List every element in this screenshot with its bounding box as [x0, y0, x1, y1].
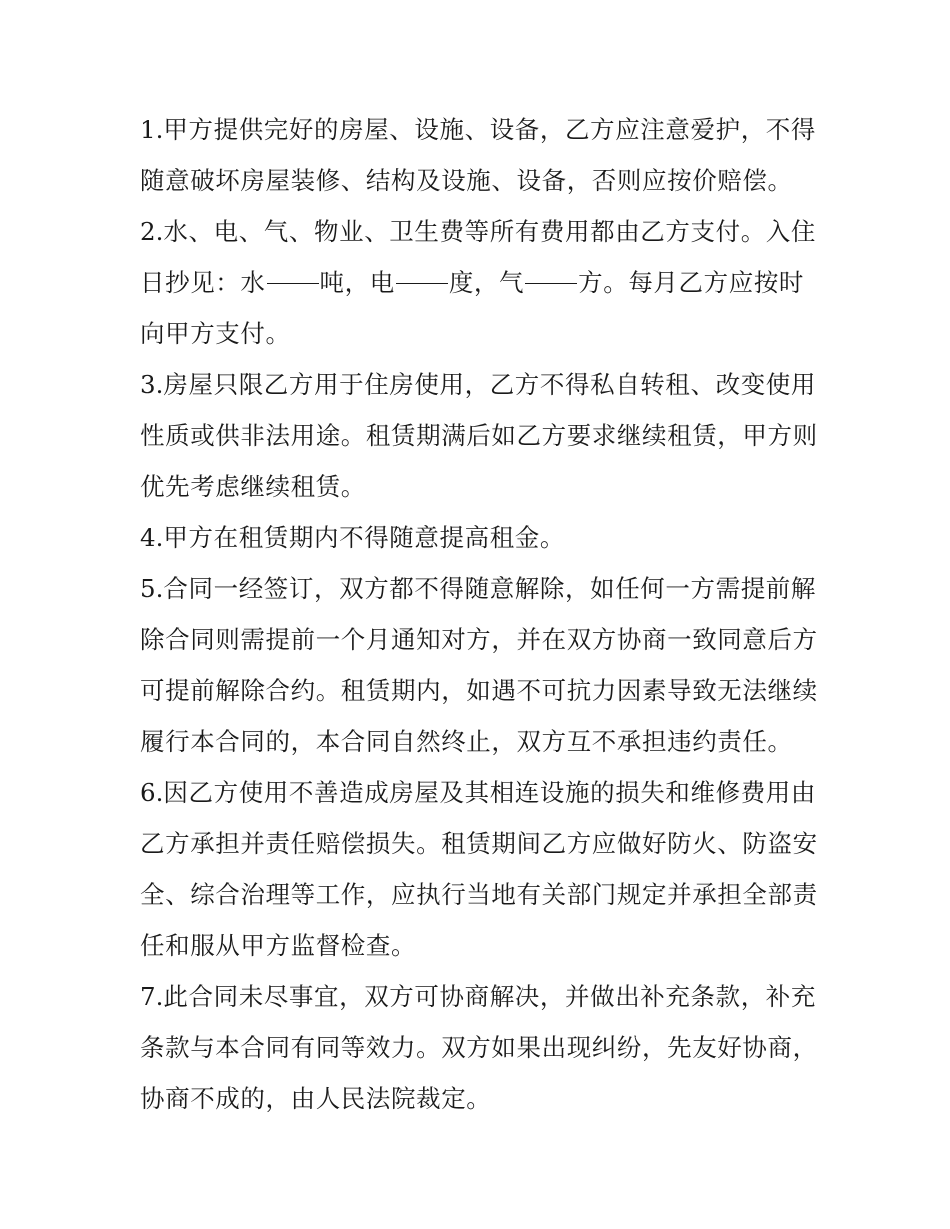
clause-5-text-1: 合同一经签订，双方都不得随意解除，如任何一方需提前解: [163, 574, 816, 603]
clause-5-text-3: 可提前解除合约。租赁期内，如遇不可抗力因素导致无法继续: [140, 676, 818, 705]
clause-1-line-1: [140, 104, 820, 155]
water-unit: 吨，电: [319, 268, 395, 297]
electric-reading-blank[interactable]: [396, 282, 448, 284]
clause-1-number: 1.: [140, 115, 164, 144]
clause-3-text-1: 房屋只限乙方用于住房使用，乙方不得私自转租、改变使用: [163, 370, 816, 399]
clause-1-text-2: 随意破坏房屋装修、结构及设施、设备，否则应按价赔偿。: [140, 166, 793, 195]
clause-5-number: 5.: [140, 574, 164, 603]
clause-7-line-3: [140, 1073, 820, 1124]
clause-5-line-3: [140, 665, 820, 716]
clause-3-line-1: [140, 359, 820, 410]
clause-7-text-3: 协商不成的，由人民法院裁定。: [140, 1084, 492, 1113]
clause-2-line-1: [140, 206, 820, 257]
clause-2-text-3: 向甲方支付。: [140, 319, 291, 348]
clause-3-text-2: 性质或供非法用途。租赁期满后如乙方要求继续租赁，甲方则: [140, 421, 818, 450]
gas-reading-blank[interactable]: [525, 282, 577, 284]
clause-4-line-1: [140, 512, 820, 563]
clause-3-number: 3.: [140, 370, 164, 399]
clause-2-line-3: [140, 308, 820, 359]
clause-6-text-3: 全、综合治理等工作，应执行当地有关部门规定并承担全部责: [140, 880, 818, 909]
clause-6-number: 6.: [140, 778, 164, 807]
clause-5-text-4: 履行本合同的，本合同自然终止，双方互不承担违约责任。: [140, 727, 793, 756]
clause-7-line-2: [140, 1022, 820, 1073]
clause-3-line-3: [140, 461, 820, 512]
clause-7-number: 7.: [140, 982, 164, 1011]
clause-4-text-1: 甲方在租赁期内不得随意提高租金。: [163, 523, 565, 552]
clause-1-line-2: [140, 155, 820, 206]
clause-5-line-1: [140, 563, 820, 614]
clause-7-text-2: 条款与本合同有同等效力。双方如果出现纠纷，先友好协商，: [140, 1033, 818, 1062]
clause-6-text-4: 任和服从甲方监督检查。: [140, 931, 417, 960]
clause-2-meter-line: [140, 257, 820, 308]
clause-6-text-2: 乙方承担并责任赔偿损失。租赁期间乙方应做好防火、防盗安: [140, 829, 818, 858]
clause-6-text-1: 因乙方使用不善造成房屋及其相连设施的损失和维修费用由: [163, 778, 816, 807]
clause-6-line-4: [140, 920, 820, 971]
clause-6-line-1: [140, 767, 820, 818]
clause-5-text-2: 除合同则需提前一个月通知对方，并在双方协商一致同意后方: [140, 625, 818, 654]
clause-3-line-2: [140, 410, 820, 461]
clause-6-line-2: [140, 818, 820, 869]
meter-prefix: 日抄见：水: [140, 268, 266, 297]
contract-clauses: [140, 104, 820, 1124]
clause-5-line-2: [140, 614, 820, 665]
clause-1-text-1: 甲方提供完好的房屋、设施、设备，乙方应注意爱护，不得: [163, 115, 816, 144]
clause-7-text-1: 此合同未尽事宜，双方可协商解决，并做出补充条款，补充: [163, 982, 816, 1011]
water-reading-blank[interactable]: [267, 282, 319, 284]
electric-unit: 度，气: [448, 268, 525, 297]
clause-3-text-3: 优先考虑继续租赁。: [140, 472, 366, 501]
clause-6-line-3: [140, 869, 820, 920]
clause-2-text-1: 水、电、气、物业、卫生费等所有费用都由乙方支付。入住: [163, 217, 816, 246]
clause-2-number: 2.: [140, 217, 164, 246]
clause-7-line-1: [140, 971, 820, 1022]
clause-5-line-4: [140, 716, 820, 767]
clause-4-number: 4.: [140, 523, 164, 552]
gas-unit: 方。每月乙方应按时: [578, 268, 805, 297]
